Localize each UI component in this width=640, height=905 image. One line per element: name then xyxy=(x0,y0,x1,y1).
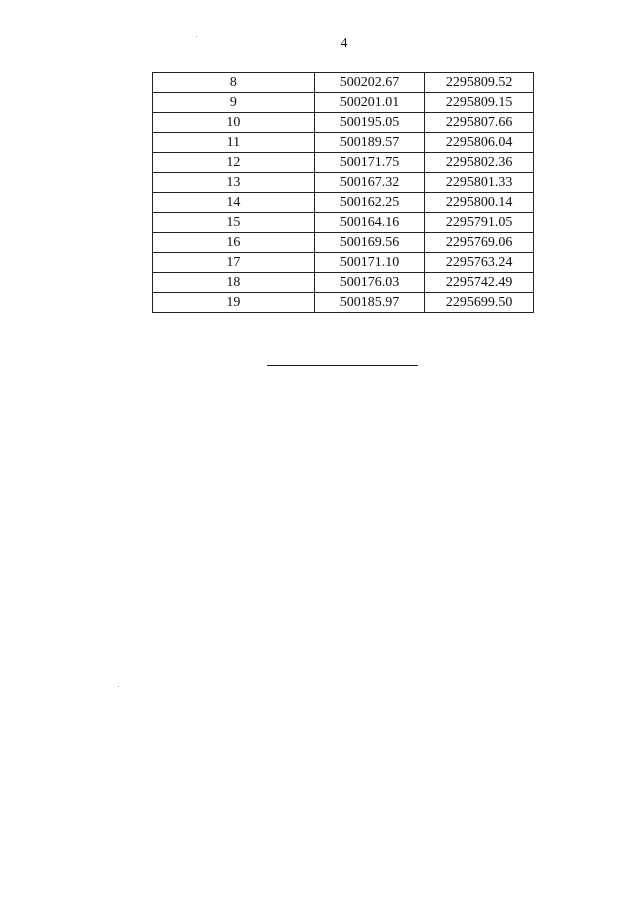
point-number-cell: 19 xyxy=(153,293,315,313)
table-row xyxy=(153,113,534,133)
x-coordinate-cell: 500164.16 xyxy=(314,213,425,233)
point-number-cell: 9 xyxy=(153,93,315,113)
y-coordinate-cell: 2295763.24 xyxy=(425,253,534,273)
y-coordinate-cell: 2295809.15 xyxy=(425,93,534,113)
table-row xyxy=(153,273,534,293)
point-number-cell: 12 xyxy=(153,153,315,173)
point-number-cell: 11 xyxy=(153,133,315,153)
y-coordinate-cell: 2295801.33 xyxy=(425,173,534,193)
point-number-cell: 18 xyxy=(153,273,315,293)
x-coordinate-cell: 500169.56 xyxy=(314,233,425,253)
point-number-cell: 8 xyxy=(153,73,315,93)
table-row xyxy=(153,93,534,113)
point-number-cell: 15 xyxy=(153,213,315,233)
table-row xyxy=(153,233,534,253)
point-number-cell: 10 xyxy=(153,113,315,133)
table-row xyxy=(153,293,534,313)
y-coordinate-cell: 2295807.66 xyxy=(425,113,534,133)
x-coordinate-cell: 500167.32 xyxy=(314,173,425,193)
table-row xyxy=(153,153,534,173)
table-row xyxy=(153,253,534,273)
y-coordinate-cell: 2295809.52 xyxy=(425,73,534,93)
table-row xyxy=(153,173,534,193)
page-number xyxy=(0,36,640,52)
y-coordinate-cell: 2295800.14 xyxy=(425,193,534,213)
x-coordinate-cell: 500176.03 xyxy=(314,273,425,293)
x-coordinate-cell: 500201.01 xyxy=(314,93,425,113)
table-row xyxy=(153,73,534,93)
point-number-cell: 13 xyxy=(153,173,315,193)
scan-speck xyxy=(118,686,119,687)
y-coordinate-cell: 2295769.06 xyxy=(425,233,534,253)
x-coordinate-cell: 500162.25 xyxy=(314,193,425,213)
x-coordinate-cell: 500171.10 xyxy=(314,253,425,273)
scan-speck xyxy=(196,36,197,37)
y-coordinate-cell: 2295791.05 xyxy=(425,213,534,233)
table-row xyxy=(153,193,534,213)
x-coordinate-cell: 500189.57 xyxy=(314,133,425,153)
end-of-document-rule xyxy=(267,365,418,366)
x-coordinate-cell: 500202.67 xyxy=(314,73,425,93)
page-number-text: 4 xyxy=(340,36,348,51)
y-coordinate-cell: 2295802.36 xyxy=(425,153,534,173)
coordinates-table xyxy=(152,72,534,313)
point-number-cell: 16 xyxy=(153,233,315,253)
point-number-cell: 17 xyxy=(153,253,315,273)
coordinates-table-body xyxy=(153,73,534,313)
y-coordinate-cell: 2295699.50 xyxy=(425,293,534,313)
x-coordinate-cell: 500195.05 xyxy=(314,113,425,133)
x-coordinate-cell: 500171.75 xyxy=(314,153,425,173)
point-number-cell: 14 xyxy=(153,193,315,213)
x-coordinate-cell: 500185.97 xyxy=(314,293,425,313)
table-row xyxy=(153,213,534,233)
y-coordinate-cell: 2295742.49 xyxy=(425,273,534,293)
table-row xyxy=(153,133,534,153)
y-coordinate-cell: 2295806.04 xyxy=(425,133,534,153)
